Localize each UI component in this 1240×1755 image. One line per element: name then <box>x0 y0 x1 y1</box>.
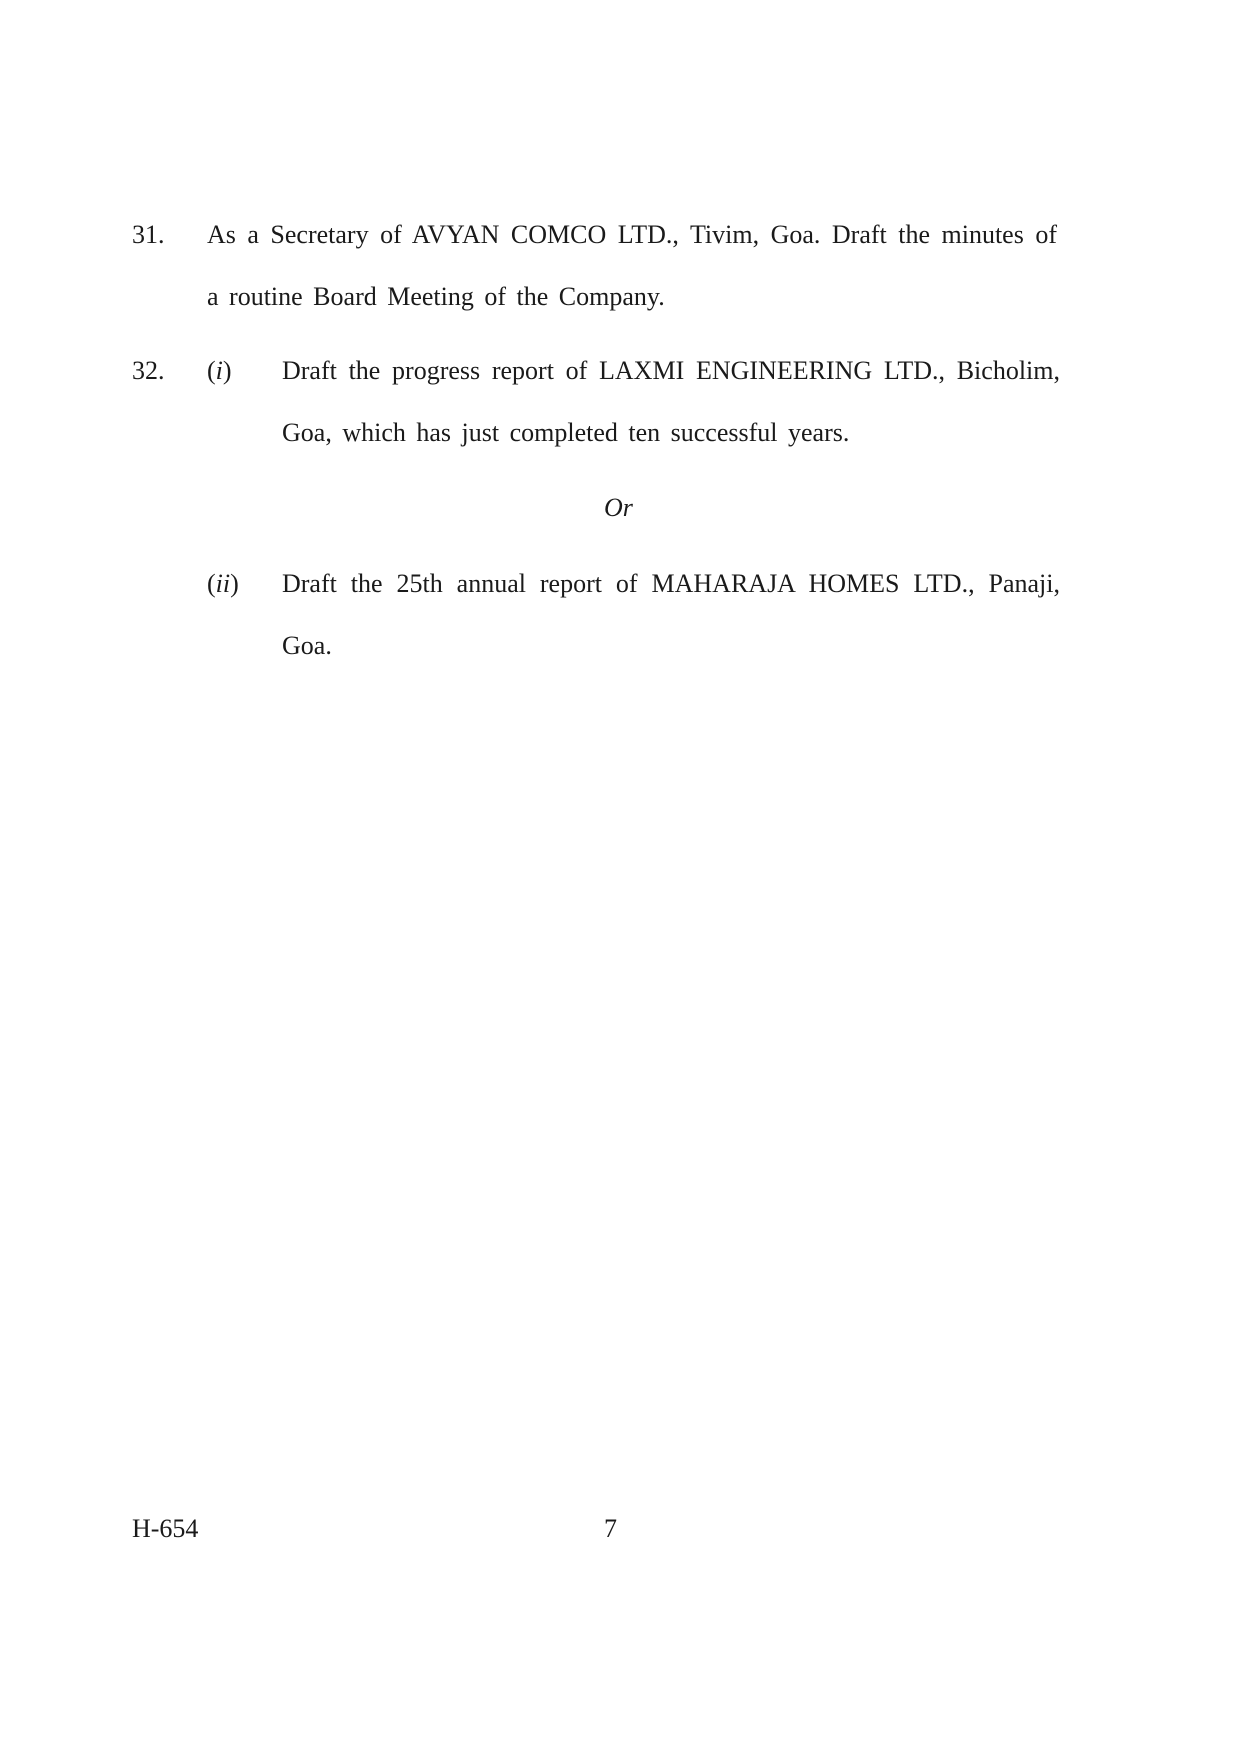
question-32-part-i-text-line-1: Draft the progress report of LAXMI ENGINEERING LTD., Bicholim, <box>282 356 1060 385</box>
question-32-part-ii-text-line-2: Goa. <box>282 631 332 660</box>
page-number: 7 <box>604 1514 617 1543</box>
question-32-part-ii-label <box>207 568 239 600</box>
paren-close: ) <box>230 569 239 598</box>
question-31-line-1 <box>207 219 1057 251</box>
question-31-line-2 <box>207 281 665 313</box>
question-32-part-ii-line-1 <box>282 568 1060 600</box>
question-number-32: 32. <box>132 356 165 385</box>
question-number-31: 31. <box>132 220 165 249</box>
paper-code: H-654 <box>132 1514 199 1543</box>
question-32-part-i-line-1 <box>282 355 1060 387</box>
paren-close: ) <box>222 356 232 385</box>
paren-open: ( <box>207 356 216 385</box>
or-separator: Or <box>604 493 633 522</box>
question-32-part-ii-line-2 <box>282 630 332 662</box>
question-31-text-line-2: a routine Board Meeting of the Company. <box>207 282 665 311</box>
paren-open: ( <box>207 569 216 598</box>
question-32-part-i-label <box>207 355 232 387</box>
question-32-part-i-line-2 <box>282 417 849 449</box>
question-32-part-ii-text-line-1: Draft the 25th annual report of MAHARAJA HOMES LTD., Panaji, <box>282 569 1060 598</box>
question-31-text-line-1: As a Secretary of AVYAN COMCO LTD., Tivim, Goa. Draft the minutes of <box>207 220 1057 249</box>
question-32-part-i-text-line-2: Goa, which has just completed ten successful years. <box>282 418 850 447</box>
part-label-i: i <box>215 356 223 385</box>
part-label-ii: ii <box>215 569 231 598</box>
